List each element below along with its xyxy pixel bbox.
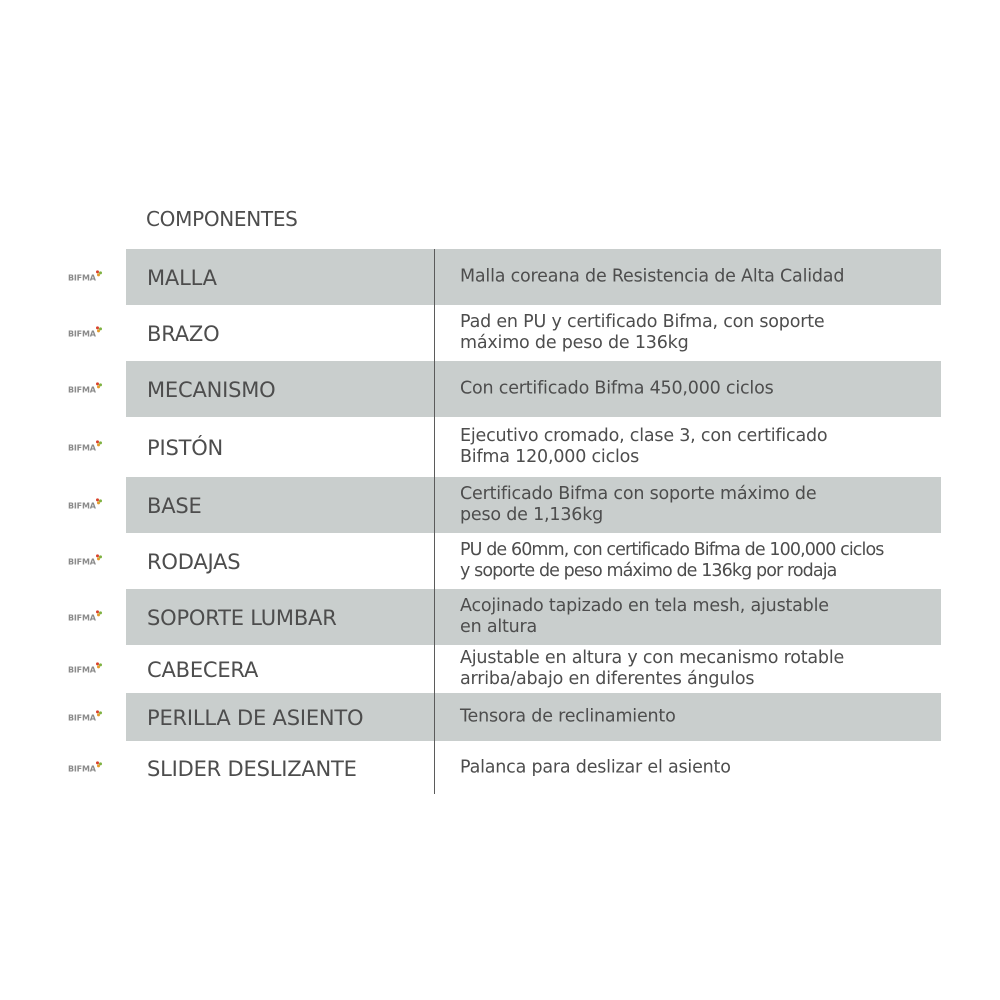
bifma-logo-icon (68, 665, 102, 674)
component-description: Certificado Bifma con soporte máximo de peso de 1,136kg (460, 484, 817, 525)
bifma-logo-text: BIFMA (68, 613, 96, 623)
table-row (0, 361, 1000, 417)
component-description: Con certificado Bifma 450,000 ciclos (460, 378, 774, 399)
table-row (0, 693, 1000, 741)
bifma-logo-icon (68, 557, 102, 566)
bifma-logo-icon (68, 329, 102, 338)
table-heading: COMPONENTES (146, 207, 298, 231)
bifma-logo-text: BIFMA (68, 329, 96, 339)
table-row (0, 741, 1000, 794)
component-description: Ajustable en altura y con mecanismo rotable arriba/abajo en diferentes ángulos (460, 648, 845, 689)
bifma-logo-text: BIFMA (68, 385, 96, 395)
component-description: Ejecutivo cromado, clase 3, con certificado Bifma 120,000 ciclos (460, 426, 828, 467)
component-name: RODAJAS (147, 550, 241, 575)
table-row (0, 589, 1000, 645)
table-row (0, 477, 1000, 533)
table-row (0, 645, 1000, 693)
bifma-logo-icon (68, 385, 102, 394)
bifma-logo-text: BIFMA (68, 273, 96, 283)
component-name: BRAZO (147, 322, 220, 347)
component-name: CABECERA (147, 658, 259, 683)
bifma-logo-text: BIFMA (68, 501, 96, 511)
bifma-logo-text: BIFMA (68, 443, 96, 453)
component-name: PISTÓN (147, 436, 224, 461)
bifma-logo-text: BIFMA (68, 665, 96, 675)
component-name: SOPORTE LUMBAR (147, 606, 337, 631)
component-description: Tensora de reclinamiento (460, 706, 676, 727)
component-name: SLIDER DESLIZANTE (147, 756, 357, 781)
bifma-logo-text: BIFMA (68, 763, 96, 773)
column-divider (434, 249, 435, 794)
bifma-logo-icon (68, 443, 102, 452)
bifma-logo-icon (68, 613, 102, 622)
component-description: Palanca para deslizar el asiento (460, 757, 731, 777)
component-description: Pad en PU y certificado Bifma, con soporte máximo de peso de 136kg (460, 312, 825, 353)
table-row (0, 533, 1000, 589)
bifma-logo-icon (68, 764, 102, 773)
table-row (0, 417, 1000, 477)
component-name: BASE (147, 494, 202, 519)
bifma-logo-icon (68, 501, 102, 510)
component-name: MECANISMO (147, 378, 276, 403)
table-row (0, 305, 1000, 361)
component-description: PU de 60mm, con certificado Bifma de 100,000 ciclos y soporte de peso máximo de 136kg por rodaja (460, 540, 884, 581)
table-row (0, 249, 1000, 305)
component-description: Acojinado tapizado en tela mesh, ajustable en altura (460, 596, 829, 637)
component-description: Malla coreana de Resistencia de Alta Calidad (460, 266, 845, 287)
bifma-logo-text: BIFMA (68, 557, 96, 567)
bifma-logo-icon (68, 273, 102, 282)
components-table (0, 249, 1000, 794)
bifma-logo-icon (68, 713, 102, 722)
component-name: MALLA (147, 266, 217, 291)
component-name: PERILLA DE ASIENTO (147, 706, 364, 731)
bifma-logo-text: BIFMA (68, 713, 96, 723)
